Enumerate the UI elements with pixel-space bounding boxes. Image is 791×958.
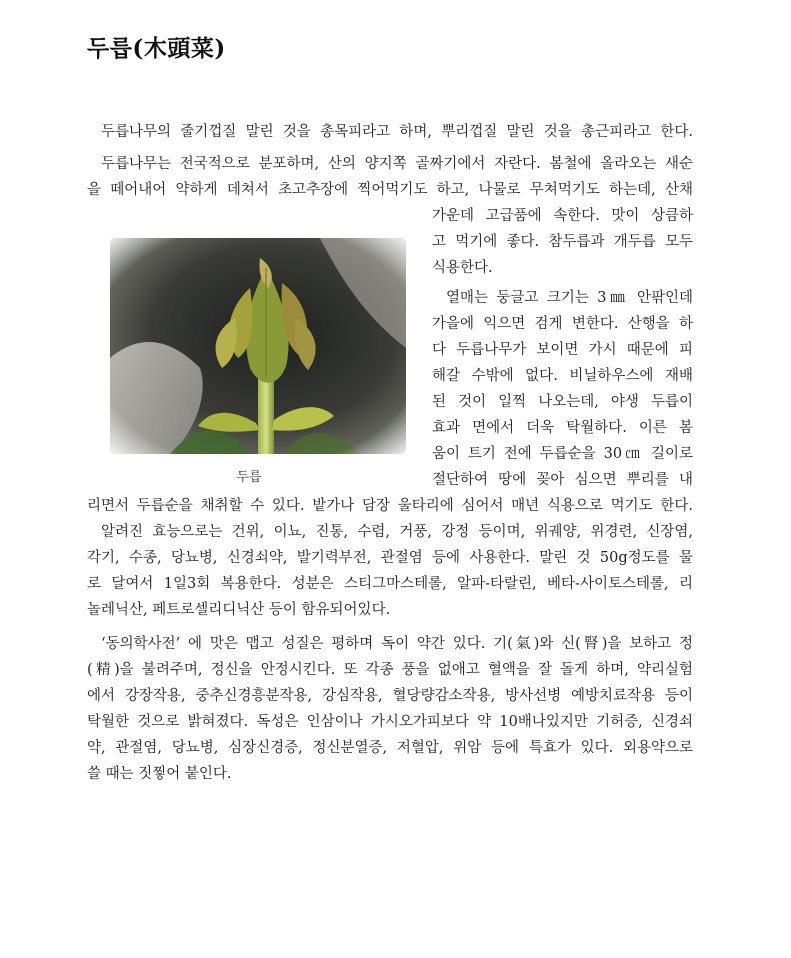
body-line: 두릅나무는 전국적으로 분포하며, 산의 양지쪽 골짜기에서 자란다. 봄철에 올라오는 새순: [101, 156, 693, 172]
page-title: 두릅(木頭菜): [87, 35, 226, 62]
body-line: 각기, 수종, 당뇨병, 신경쇠약, 발기력부전, 관절염 등에 사용한다. 말린 것 50g정도를 물: [87, 550, 693, 566]
body-line: 다 두릅나무가 보이면 가시 때문에 피: [432, 342, 693, 358]
body-line: 열매는 둥글고 크기는 3㎜ 안팎인데: [446, 290, 693, 306]
aralia-shoot-image: [110, 238, 406, 454]
body-line: 약, 관절염, 당뇨병, 심장신경증, 정신분열증, 저혈압, 위암 등에 특효가 있다. 외용약으로: [87, 740, 693, 756]
body-line: (精)을 불려주며, 정신을 안정시킨다. 또 각종 풍을 없애고 혈액을 잘 돌게 하며, 약리실험: [87, 662, 693, 678]
figure-caption: 두릅: [236, 470, 262, 485]
body-line: 리면서 두릅순을 채취할 수 있다. 밭가나 담장 울타리에 심어서 매년 식용으로 먹기도 한다.: [87, 498, 693, 514]
body-line: 절단하여 땅에 꽂아 심으면 뿌리를 내: [432, 472, 693, 488]
body-line: 가을에 익으면 검게 변한다. 산행을 하: [432, 316, 693, 332]
body-line: 식용한다.: [432, 260, 493, 276]
body-line: 가운데 고급품에 속한다. 맛이 상큼하: [432, 208, 693, 224]
body-line: 놀레닉산, 페트로셀리디닉산 등이 함유되어있다.: [87, 602, 391, 618]
body-line: 고 먹기에 좋다. 참두릅과 개두릅 모두: [432, 234, 693, 250]
body-line: 해갈 수밖에 없다. 비닐하우스에 재배: [432, 368, 693, 384]
body-line: 에서 강장작용, 중추신경흥분작용, 강심작용, 혈당량감소작용, 방사선병 예방치료작용 등이: [87, 688, 693, 704]
body-line: ‘동의학사전’ 에 맛은 맵고 성질은 평하며 독이 약간 있다. 기(氣)와 신(腎)을 보하고 정: [101, 636, 693, 652]
body-line: 쓸 때는 짓찧어 붙인다.: [87, 766, 232, 782]
plant-photo: [110, 238, 406, 454]
body-line: 탁월한 것으로 밝혀졌다. 독성은 인삼이나 가시오가피보다 약 10배나있지만 기허증, 신경쇠: [87, 714, 693, 730]
body-line: 된 것이 일찍 나오는데, 야생 두릅이: [432, 394, 693, 410]
body-line: 알려진 효능으로는 건위, 이뇨, 진통, 수렴, 거풍, 강정 등이며, 위궤양, 위경련, 신장염,: [101, 524, 693, 540]
body-line: 움이 트기 전에 두릅순을 30㎝ 길이로: [432, 446, 693, 462]
body-line: 을 떼어내어 약하게 데쳐서 초고추장에 찍어먹기도 하고, 나물로 무쳐먹기도 하는데, 산채: [87, 182, 693, 198]
body-line: 로 달여서 1일3회 복용한다. 성분은 스티그마스테롤, 알파-타랄린, 베타-사이토스테롤, 리: [87, 576, 693, 592]
body-line: 두릅나무의 줄기껍질 말린 것을 총목피라고 하며, 뿌리껍질 말린 것을 총근피라고 한다.: [101, 124, 693, 140]
body-line: 효과 면에서 더욱 탁월하다. 이른 봄: [432, 420, 693, 436]
